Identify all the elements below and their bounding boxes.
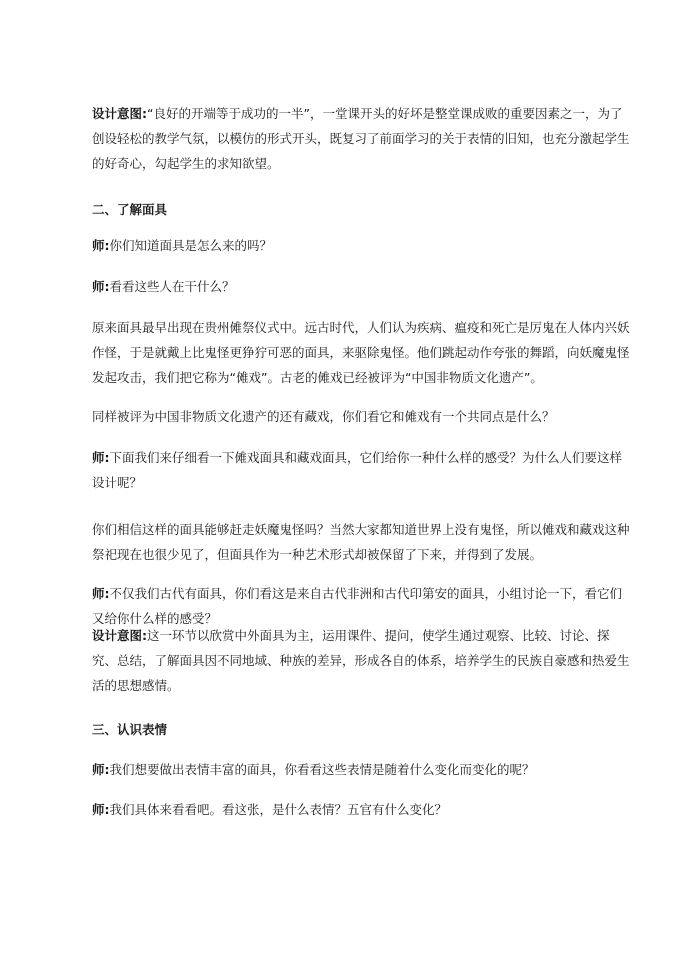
teacher-question-5 bbox=[92, 757, 632, 782]
teacher-question-2 bbox=[92, 274, 632, 299]
speaker-label: 师: bbox=[92, 802, 110, 817]
design-intent-text: 这一环节以欣赏中外面具为主，运用课件、提问，使学生通过观察、比较、讨论、探究、总结，了解面具因不同地域、种族的差异，形成各自的体系，培养学生的民族自豪感和热爱生活的思想感情。 bbox=[92, 628, 630, 693]
paragraph-text: 我们具体来看看吧。看这张，是什么表情？五官有什么变化？ bbox=[109, 802, 448, 817]
design-intent-label: 设计意图: bbox=[92, 106, 147, 121]
section-heading-2: 二、了解面具 bbox=[92, 202, 168, 217]
design-intent-text: “良好的开端等于成功的一半”，一堂课开头的好坏是整堂课成败的重要因素之一，为了创设轻松的教学气氛，以模仿的形式开头，既复习了前面学习的关于表情的旧知，也充分激起学生的好奇心，勾起学生的求知欲望。 bbox=[92, 106, 630, 171]
paragraph-text: 你们知道面具是怎么来的吗？ bbox=[109, 238, 273, 253]
teacher-question-3 bbox=[92, 445, 632, 495]
paragraph-tibetan-opera: 同样被评为中国非物质文化遗产的还有藏戏，你们看它和傩戏有一个共同点是什么？ bbox=[92, 409, 555, 424]
paragraph-text: 看看这些人在干什么？ bbox=[109, 279, 235, 294]
speaker-label: 师: bbox=[92, 762, 110, 777]
design-intent-label: 设计意图: bbox=[92, 628, 147, 643]
speaker-label: 师: bbox=[92, 586, 110, 601]
speaker-label: 师: bbox=[92, 238, 110, 253]
speaker-label: 师: bbox=[92, 450, 110, 465]
design-intent-paragraph-2 bbox=[92, 623, 632, 698]
speaker-label: 师: bbox=[92, 279, 110, 294]
paragraph-text: 我们想要做出表情丰富的面具，你看看这些表情是随着什么变化而变化的呢？ bbox=[109, 762, 535, 777]
section-heading-3: 三、认识表情 bbox=[92, 722, 168, 737]
paragraph-text: 不仅我们古代有面具，你们看这是来自古代非洲和古代印第安的面具，小组讨论一下，看它们又给你什么样的感受？ bbox=[92, 586, 623, 626]
paragraph-nuo-origin: 原来面具最早出现在贵州傩祭仪式中。远古时代，人们认为疾病、瘟疫和死亡是厉鬼在人体内兴妖作怪，于是就戴上比鬼怪更狰狞可恶的面具，来驱除鬼怪。他们跳起动作夸张的舞蹈，向妖魔鬼怪发起攻击，我们把它称为“傩戏”。古老的傩戏已经被评为“中国非物质文化遗产”。 bbox=[92, 320, 630, 385]
paragraph-text: 下面我们来仔细看一下傩戏面具和藏戏面具，它们给你一种什么样的感受？为什么人们要这样设计呢？ bbox=[92, 450, 623, 490]
teacher-question-1 bbox=[92, 233, 632, 258]
design-intent-paragraph-1 bbox=[92, 101, 632, 176]
teacher-question-6 bbox=[92, 797, 632, 822]
paragraph-masks-art: 你们相信这样的面具能够赶走妖魔鬼怪吗？当然大家都知道世界上没有鬼怪，所以傩戏和藏戏这种祭祀现在也很少见了，但面具作为一种艺术形式却被保留了下来，并得到了发展。 bbox=[92, 522, 630, 562]
